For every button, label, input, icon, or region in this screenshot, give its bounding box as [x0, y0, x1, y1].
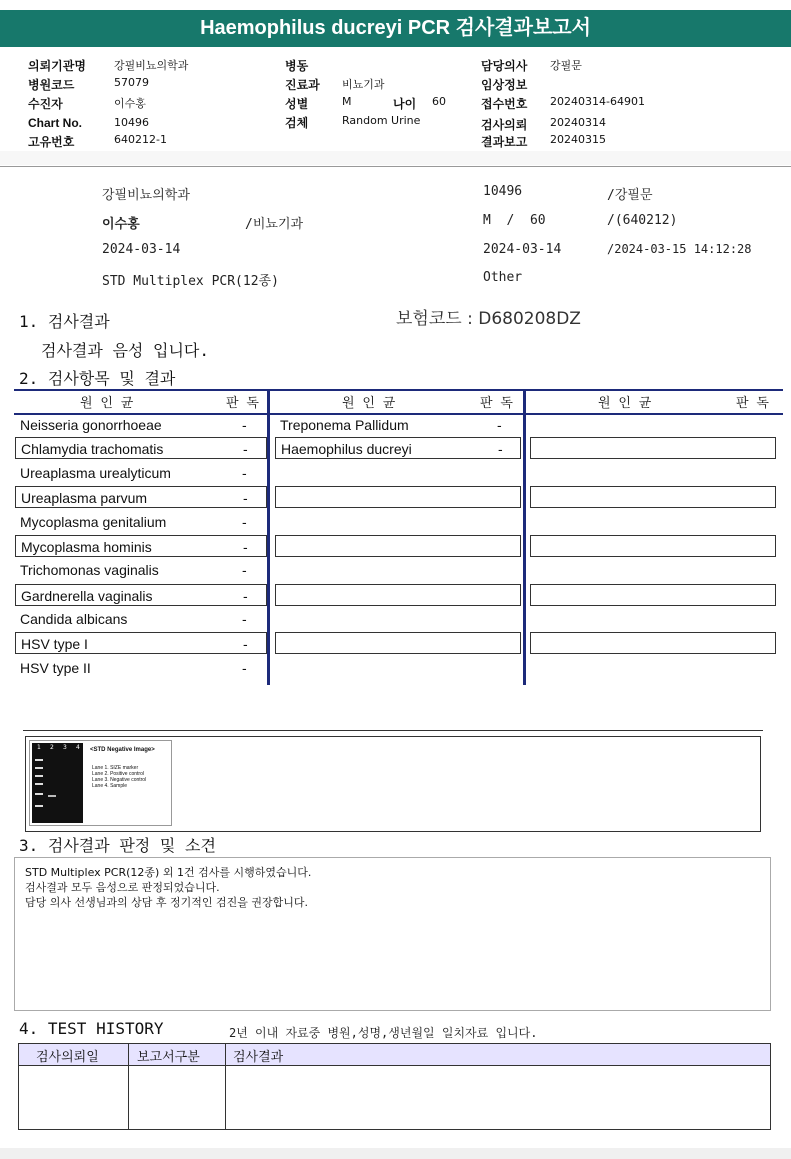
empty-row	[275, 632, 521, 654]
section3-title: 3. 검사결과 판정 및 소견	[19, 836, 216, 855]
marker-band	[35, 767, 43, 769]
section1-title: 1. 검사결과	[19, 312, 110, 331]
pathogen-result: -	[242, 514, 247, 530]
info-report-datetime: /2024-03-15 14:12:28	[607, 242, 752, 256]
empty-row	[530, 632, 776, 654]
table-row	[15, 535, 267, 557]
pathogen-name: HSV type II	[20, 660, 91, 676]
label-department: 진료과	[285, 78, 320, 92]
pathogen-name: HSV type I	[21, 636, 88, 652]
value-request-date: 20240314	[550, 116, 606, 129]
marker-band	[35, 775, 43, 777]
col-result-2: 판 독	[480, 396, 513, 411]
lane-number: 4	[76, 744, 80, 751]
pathogen-name: Neisseria gonorrhoeae	[20, 417, 162, 433]
pathogen-result: -	[242, 611, 247, 627]
legend-item: Lane 2. Positive control	[92, 771, 144, 777]
info-test-name: STD Multiplex PCR(12종)	[102, 274, 279, 289]
history-col-divider-2	[225, 1043, 226, 1130]
info-birth: /(640212)	[607, 213, 678, 228]
remark-line: 검사결과 모두 음성으로 판정되었습니다.	[25, 881, 220, 894]
label-sex: 성별	[285, 97, 309, 111]
label-age: 나이	[393, 97, 417, 111]
pathogen-name: Haemophilus ducreyi	[281, 441, 412, 457]
empty-row	[275, 584, 521, 606]
table-row	[15, 584, 267, 606]
label-receipt-no: 접수번호	[481, 97, 528, 111]
empty-row	[530, 437, 776, 459]
col-result-3: 판 독	[736, 396, 769, 411]
label-unique-no: 고유번호	[28, 135, 75, 149]
pathogen-name: Mycoplasma hominis	[21, 539, 152, 555]
marker-band	[35, 759, 43, 761]
label-institution: 의뢰기관명	[28, 59, 86, 73]
label-chart-no: Chart No.	[28, 116, 82, 130]
lane-number: 2	[50, 744, 54, 751]
pathogen-result: -	[497, 417, 502, 433]
remarks-box	[14, 857, 771, 1011]
lane-number: 3	[63, 744, 67, 751]
history-table-header	[18, 1043, 771, 1066]
info-request-date: 2024-03-14	[102, 242, 181, 257]
table-row	[15, 511, 267, 533]
empty-row	[275, 486, 521, 508]
remark-line: 담당 의사 선생님과의 상담 후 정기적인 검진을 권장합니다.	[25, 896, 308, 909]
table-divider-2	[523, 389, 526, 685]
section1-result: 검사결과 음성 입니다.	[41, 341, 210, 360]
pathogen-name: Gardnerella vaginalis	[21, 588, 153, 604]
col-pathogen-1: 원 인 균	[80, 396, 134, 411]
pathogen-result: -	[243, 490, 248, 506]
table-row	[15, 632, 267, 654]
table-row	[275, 414, 521, 436]
value-sex: M	[342, 95, 352, 108]
value-report-date: 20240315	[550, 133, 606, 146]
info-sex-age: M / 60	[483, 213, 546, 228]
insurance-code: 보험코드 : D680208DZ	[396, 309, 581, 329]
gel-title: <STD Negative Image>	[90, 747, 155, 753]
table-row	[15, 462, 267, 484]
value-specimen: Random Urine	[342, 114, 421, 127]
info-chart-no: 10496	[483, 184, 523, 199]
gel-image	[29, 740, 172, 826]
remark-line: STD Multiplex PCR(12종) 외 1건 검사를 시행하였습니다.	[25, 866, 312, 879]
header-divider	[0, 166, 791, 167]
legend-item: Lane 1. SIZE marker	[92, 765, 139, 771]
history-col-report-type: 보고서구분	[137, 1050, 200, 1065]
pathogen-name: Chlamydia trachomatis	[21, 441, 164, 457]
section4-title: 4. TEST HISTORY	[19, 1019, 164, 1038]
table-row	[15, 559, 267, 581]
lane-number: 1	[37, 744, 41, 751]
value-patient: 이수홍	[114, 97, 146, 110]
empty-row	[530, 535, 776, 557]
gel-legend	[92, 765, 146, 789]
info-institution: 강필비뇨의학과	[102, 188, 190, 203]
legend-item: Lane 4. Sample	[92, 783, 128, 789]
label-patient: 수진자	[28, 97, 63, 111]
marker-band	[35, 805, 43, 807]
col-pathogen-3: 원 인 균	[598, 396, 652, 411]
value-hospital-code: 57079	[114, 76, 149, 89]
col-pathogen-2: 원 인 균	[342, 396, 396, 411]
table-row	[15, 608, 267, 630]
legend-item: Lane 3. Negative control	[92, 777, 147, 783]
pathogen-result: -	[243, 539, 248, 555]
label-hospital-code: 병원코드	[28, 78, 75, 92]
table-row	[15, 657, 267, 679]
value-age: 60	[432, 95, 446, 108]
history-col-request-date: 검사의뢰일	[36, 1050, 99, 1065]
value-doctor: 강필문	[550, 59, 582, 72]
history-col-result: 검사결과	[233, 1050, 284, 1065]
history-col-divider-1	[128, 1043, 129, 1130]
info-specimen: Other	[483, 270, 523, 285]
section2-title: 2. 검사항목 및 결과	[19, 369, 176, 388]
pathogen-result: -	[242, 562, 247, 578]
label-clinical-info: 임상정보	[481, 78, 528, 92]
table-row	[15, 486, 267, 508]
pathogen-name: Mycoplasma genitalium	[20, 514, 167, 530]
header-divider-band	[0, 151, 791, 165]
pathogen-name: Candida albicans	[20, 611, 128, 627]
label-report-date: 결과보고	[481, 135, 528, 149]
pathogen-name: Ureaplasma parvum	[21, 490, 148, 506]
table-divider-1	[267, 389, 270, 685]
label-doctor: 담당의사	[481, 59, 528, 73]
info-department: /비뇨기과	[245, 217, 304, 232]
history-table-body	[18, 1066, 771, 1130]
pathogen-result: -	[243, 636, 248, 652]
pathogen-name: Trichomonas vaginalis	[20, 562, 159, 578]
label-request-date: 검사의뢰	[481, 118, 528, 132]
pathogen-result: -	[242, 465, 247, 481]
gel-lanes	[32, 743, 83, 823]
pathogen-name: Ureaplasma urealyticum	[20, 465, 171, 481]
empty-row	[530, 486, 776, 508]
pathogen-name: Treponema Pallidum	[280, 417, 409, 433]
marker-band	[35, 783, 43, 785]
pathogen-result: -	[243, 588, 248, 604]
table-row	[15, 414, 267, 436]
pathogen-result: -	[498, 441, 503, 457]
history-note: 2년 이내 자료중 병원,성명,생년월일 일치자료 입니다.	[229, 1026, 538, 1040]
gel-divider	[23, 730, 763, 731]
pathogen-result: -	[242, 417, 247, 433]
report-title: Haemophilus ducreyi PCR 검사결과보고서	[0, 10, 791, 47]
info-receipt-date: 2024-03-14	[483, 242, 562, 257]
label-specimen: 검체	[285, 116, 309, 130]
info-doctor: /강필문	[607, 188, 653, 203]
value-chart-no: 10496	[114, 116, 149, 129]
col-result-1: 판 독	[226, 396, 259, 411]
value-institution: 강필비뇨의학과	[114, 59, 189, 72]
table-row	[15, 437, 267, 459]
table-row	[275, 437, 521, 459]
empty-row	[275, 535, 521, 557]
pathogen-result: -	[243, 441, 248, 457]
value-department: 비뇨기과	[342, 78, 385, 91]
pathogen-result: -	[242, 660, 247, 676]
value-unique-no: 640212-1	[114, 133, 167, 146]
label-ward: 병동	[285, 59, 309, 73]
info-patient: 이수홍	[102, 217, 140, 232]
empty-row	[530, 584, 776, 606]
value-receipt-no: 20240314-64901	[550, 95, 645, 108]
positive-band	[48, 795, 56, 797]
marker-band	[35, 793, 43, 795]
footer-band	[0, 1148, 791, 1159]
